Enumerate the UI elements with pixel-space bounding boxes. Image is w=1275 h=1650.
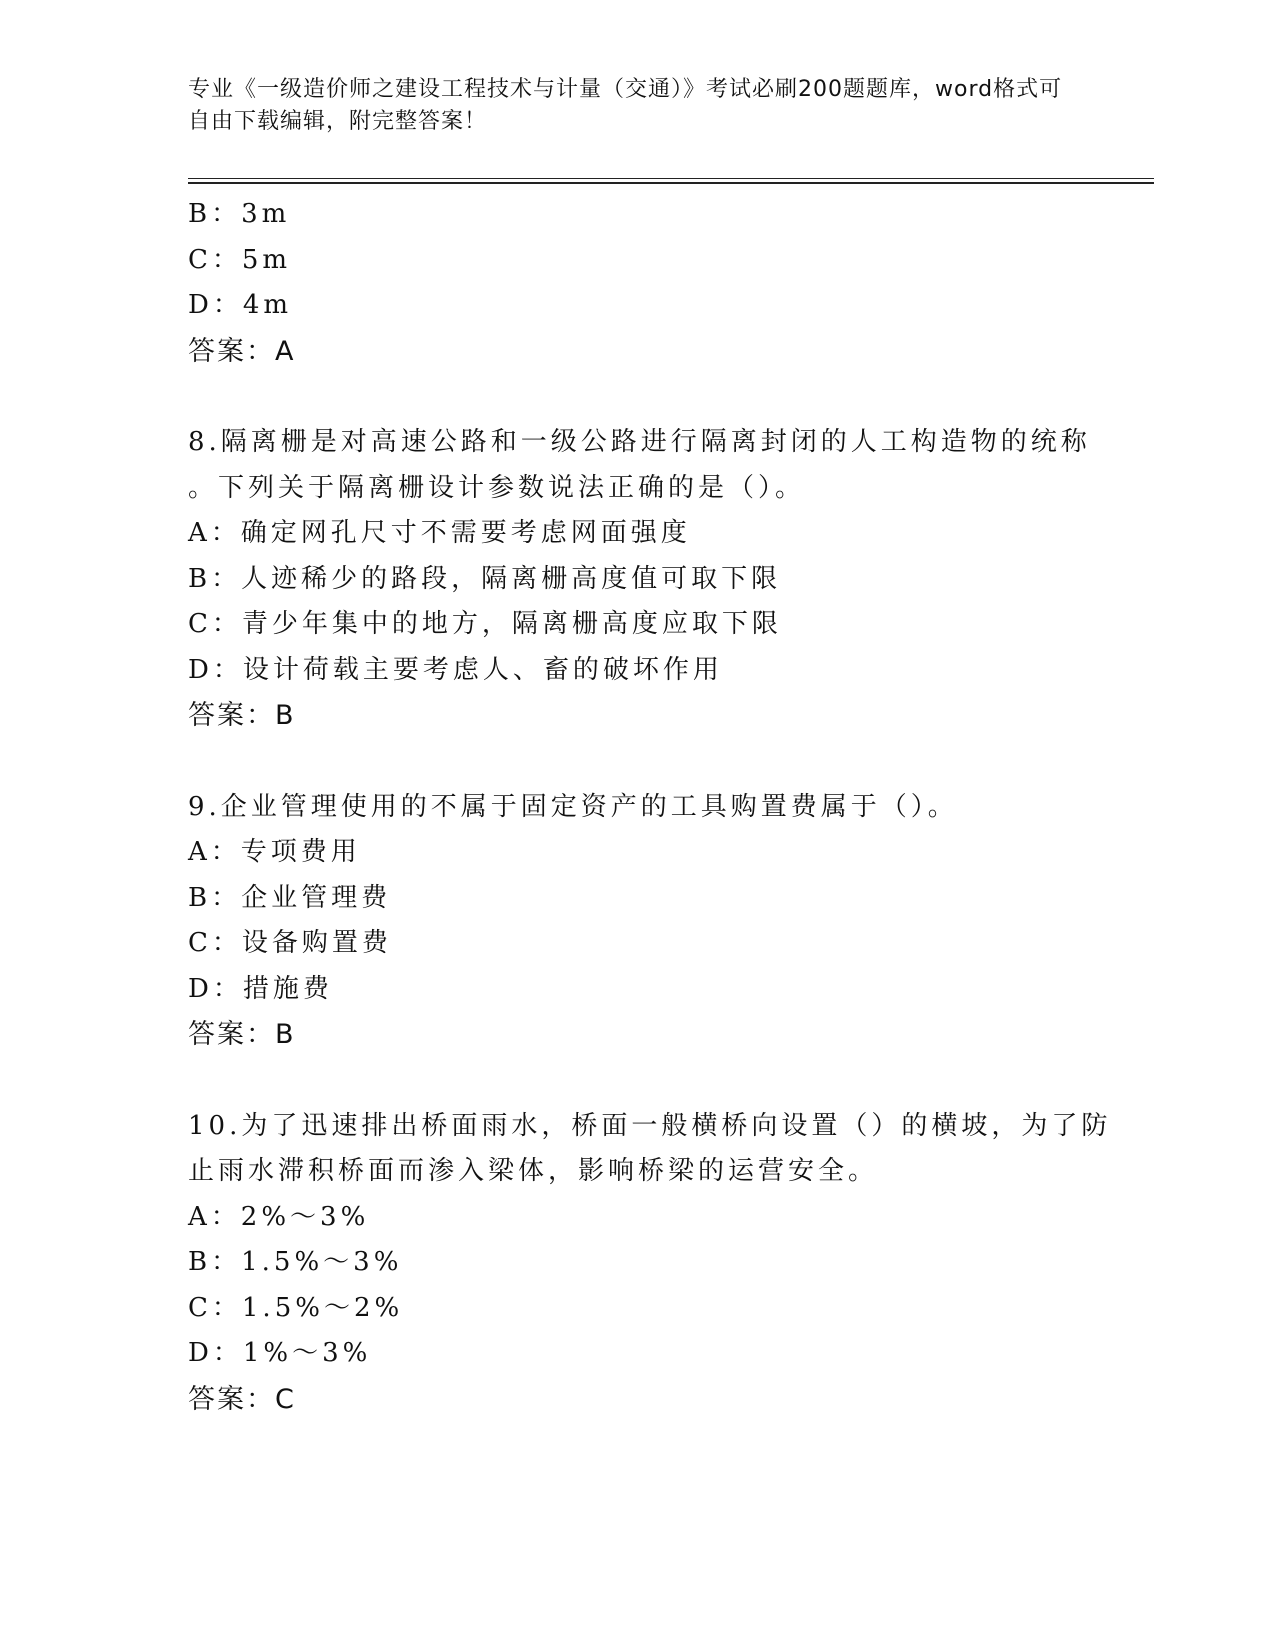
question-7-tail [188,192,1088,374]
option-c: C：青少年集中的地方，隔离栅高度应取下限 [188,609,782,639]
header-divider-thick [188,182,1154,184]
header-divider-thin [188,178,1154,179]
document-header [188,74,1068,138]
answer-line: 答案：C [188,1383,296,1415]
option-b: B：1.5%～3% [188,1247,403,1277]
option-c: C：5m [188,244,292,275]
question-stem-line-1: 9.企业管理使用的不属于固定资产的工具购置费属于（）。 [188,791,958,822]
answer-line: 答案：B [188,1019,296,1050]
question-stem-line-2: 。下列关于隔离栅设计参数说法正确的是（）。 [188,472,806,503]
question-stem-line-1: 8.隔离栅是对高速公路和一级公路进行隔离封闭的人工构造物的统称 [188,427,1091,457]
question-stem-line-2: 止雨水滞积桥面而渗入梁体，影响桥梁的运营安全。 [188,1156,879,1186]
option-a: A：专项费用 [188,837,361,867]
option-b: B：人迹稀少的路段，隔离栅高度值可取下限 [188,563,782,594]
answer-line: 答案：A [188,335,296,367]
option-b: B：3m [188,199,291,229]
question-10 [188,1104,1112,1423]
answer-line: 答案：B [188,700,296,731]
option-c: C：设备购置费 [188,928,392,958]
question-9 [188,785,1088,1058]
option-d: D：设计荷载主要考虑人、畜的破坏作用 [188,654,723,685]
question-8 [188,420,1091,739]
question-stem-line-1: 10.为了迅速排出桥面雨水，桥面一般横桥向设置（）的横坡，为了防 [188,1110,1112,1141]
document-body [188,192,1112,1422]
option-d: D：1%～3% [188,1338,372,1368]
option-d: D：4m [188,290,293,320]
option-d: D：措施费 [188,973,333,1004]
header-title: 专业《一级造价师之建设工程技术与计量（交通）》考试必刷200题题库，word格式可自由下载编辑，附完整答案！ [188,77,1063,134]
option-c: C：1.5%～2% [188,1292,404,1323]
option-a: A：确定网孔尺寸不需要考虑网面强度 [188,518,691,548]
option-b: B：企业管理费 [188,882,392,913]
option-a: A：2%～3% [188,1201,370,1232]
